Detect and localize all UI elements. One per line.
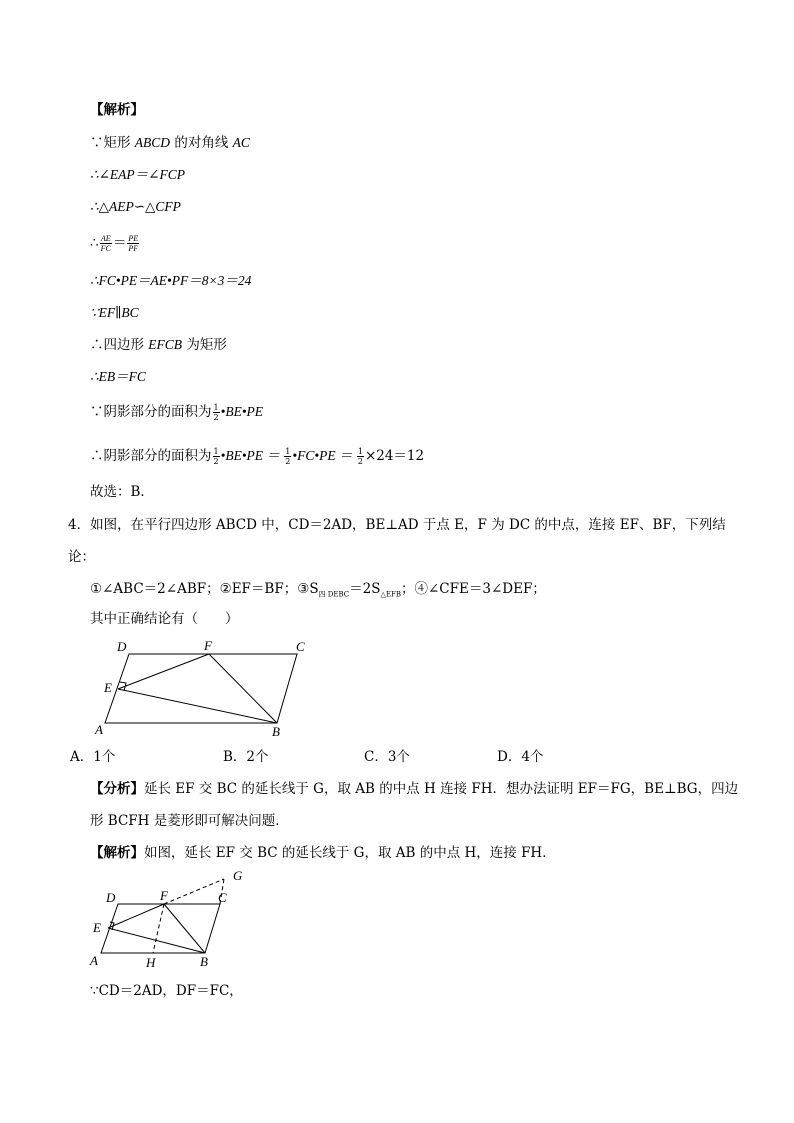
analysis-line-2: 形 BCFH 是菱形即可解决问题． [90,813,289,829]
fig2-label-E: E [93,920,101,935]
solution-line-4: ∴ $\frac{AE}{FC}$ ＝ $\frac{PE}{PF}$ [90,234,139,253]
fraction-half: $\frac{1}{2}$ [213,447,219,466]
label-C: C [296,639,305,654]
fraction-half: $\frac{1}{2}$ [213,403,219,422]
solution-line-2: ∴∠EAP＝∠FCP [90,167,185,182]
problem4-stem-2: 论： [68,549,95,565]
label-D: D [117,639,127,654]
solution-line-8: ∴EB＝FC [90,369,146,384]
solution-line-10: ∴阴影部分的面积为 $\frac{1}{2}$ •BE•PE ＝ $\frac{1}{2}$ •FC•PE ＝ $\frac{1}{2}$ ×24＝12 [90,447,425,466]
fig2-label-H: H [146,955,156,970]
fraction-half: $\frac{1}{2}$ [285,447,291,466]
solution4-line-1: 【解析】如图，延长 EF 交 BC 的延长线于 G，取 AB 的中点 H，连接 FH． [90,845,556,861]
solution-line-5: ∴FC•PE＝AE•PF＝8×3＝24 [90,273,252,288]
option-d: D．4个 [497,749,544,765]
fig2-label-D: D [106,890,116,905]
fig2-label-C: C [218,890,227,905]
fraction-ae-fc: $\frac{AE}{FC}$ [100,234,111,253]
analysis-line-1: 【分析】延长 EF 交 BC 的延长线于 G，取 AB 的中点 H 连接 FH．想办法证明 EF＝FG，BE⊥BG，四边 [90,781,739,797]
solution4-last-line: ∵CD＝2AD，DF＝FC， [90,983,243,999]
solution-header: 【解析】 [90,102,144,118]
fig2-label-F: F [160,888,168,903]
option-c: C．3个 [364,749,410,765]
option-b: B．2个 [223,749,269,765]
solution-line-7: ∴四边形 EFCB 为矩形 [90,337,227,353]
solution-line-6: ∵EF∥BC [90,305,139,320]
fig2-label-A: A [90,953,98,968]
label-A: A [95,722,103,737]
label-E: E [104,680,112,695]
option-a: A．1个 [70,749,116,765]
solution-line-3: ∴△AEP∽△CFP [90,199,181,214]
problem4-stem-1: 4．如图，在平行四边形 ABCD 中，CD＝2AD，BE⊥AD 于点 E，F 为 DC 的中点，连接 EF、BF，下列结 [68,517,726,533]
fig2-label-B: B [200,954,208,969]
choice-line: 故选：B． [90,484,154,500]
problem4-question: 其中正确结论有（ ） [90,611,239,627]
label-B: B [272,724,280,739]
label-F: F [204,638,212,653]
fig2-label-G: G [233,868,243,883]
fraction-half: $\frac{1}{2}$ [357,447,363,466]
fraction-pe-pf: $\frac{PE}{PF}$ [128,234,139,253]
problem4-conclusions: ①∠ABC＝2∠ABF；②EF＝BF；$③S_{四 DEBC}=2S_{\triangle EFB}$；④∠CFE＝3∠DEF； [90,581,546,599]
solution-line-9: ∵阴影部分的面积为 $\frac{1}{2}$ •BE•PE [90,403,264,422]
solution-line-1: ∵矩形 ABCD 的对角线 AC [90,135,250,151]
